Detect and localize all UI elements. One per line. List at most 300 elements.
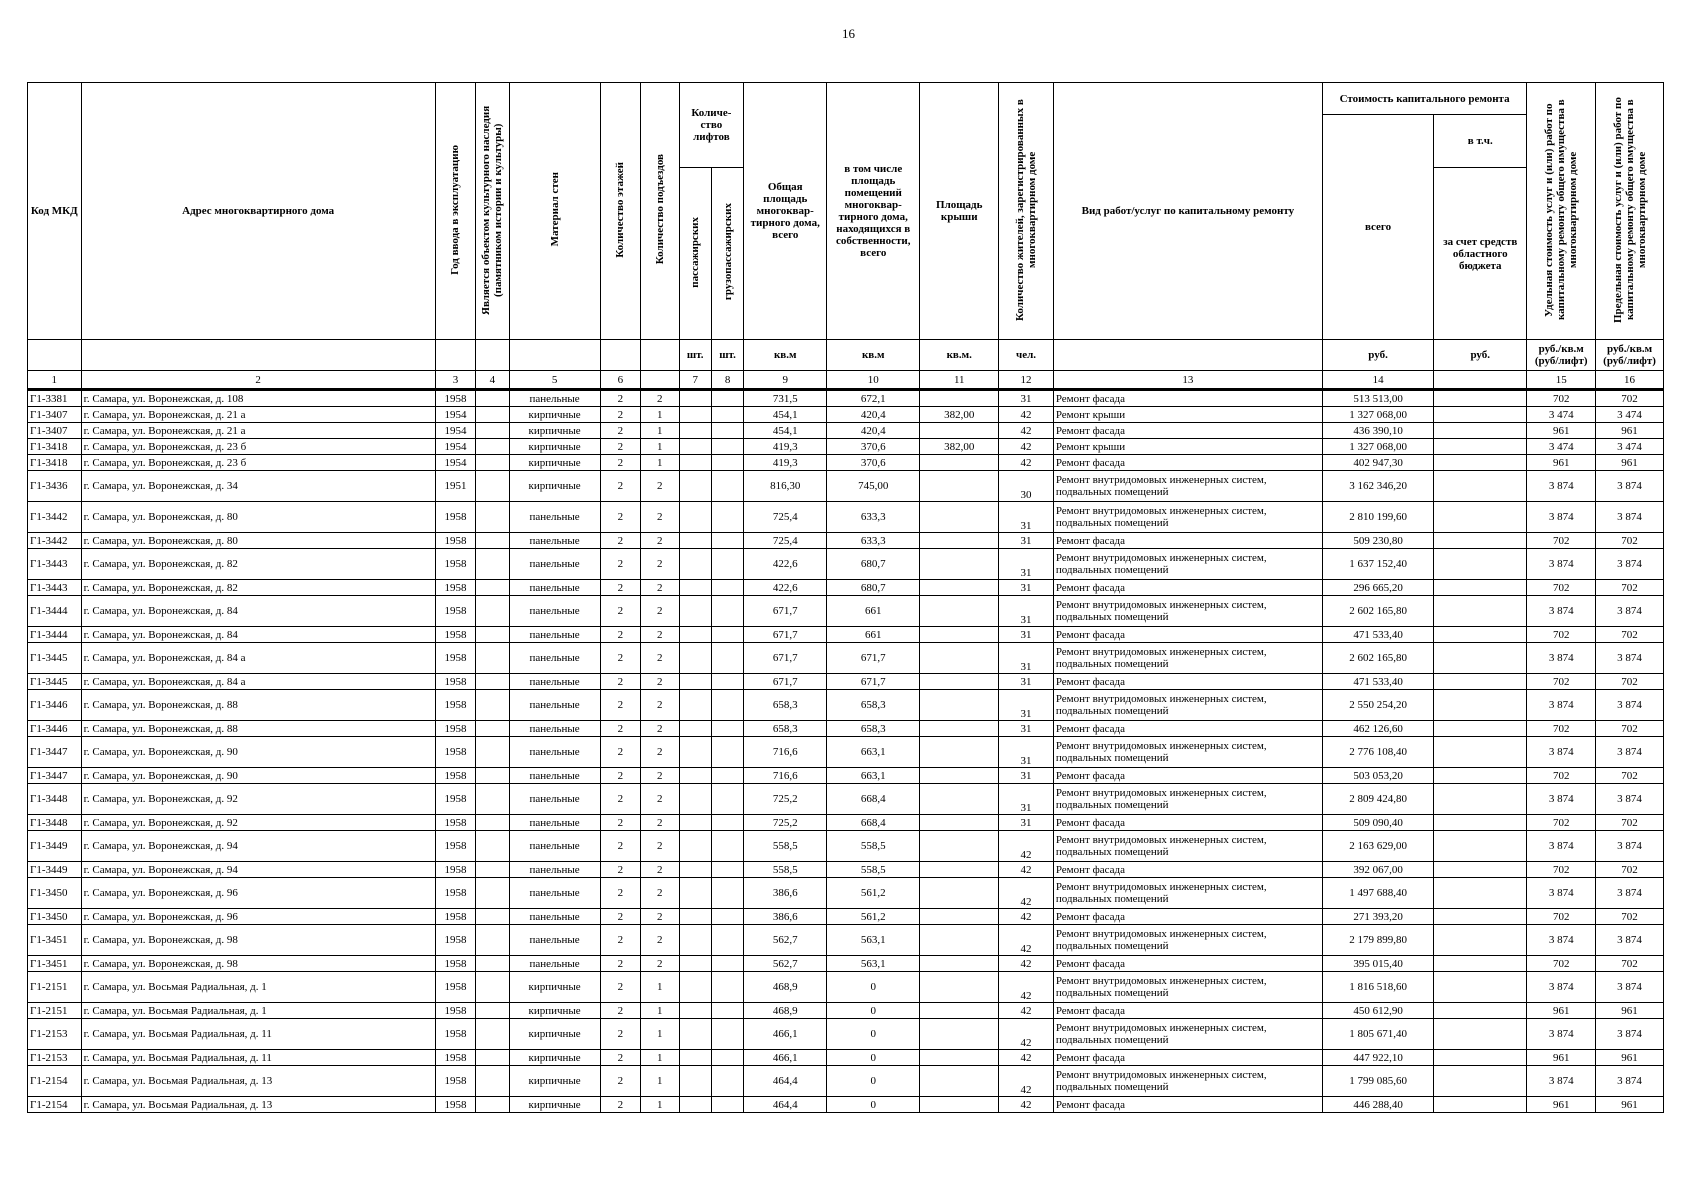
cell-code: Г1-3443 [28,580,82,596]
cell-unit-cost: 3 474 [1527,439,1596,455]
cell-material: кирпичные [509,1050,600,1066]
cell-floors: 2 [600,596,640,627]
cell-cost-regional [1434,580,1527,596]
cell-area-total: 562,7 [744,956,827,972]
cell-unit-cost: 3 874 [1527,596,1596,627]
cell-material: панельные [509,878,600,909]
cell-code: Г1-2154 [28,1066,82,1097]
header-lifts: Количе-ство лифтов [679,83,744,168]
cell-cost-total: 1 799 085,60 [1322,1066,1433,1097]
cell-code: Г1-3442 [28,533,82,549]
cell-unit-cost: 702 [1527,862,1596,878]
cell-year: 1958 [435,925,475,956]
cell-cost-regional [1434,596,1527,627]
cell-area-owned: 0 [827,972,920,1003]
column-number: 14 [1322,371,1433,390]
cell-lifts-cargo [711,471,743,502]
cell-unit-cost: 702 [1527,674,1596,690]
cell-area-total: 466,1 [744,1050,827,1066]
cell-floors: 2 [600,1003,640,1019]
cell-area-owned: 663,1 [827,737,920,768]
cell-code: Г1-3418 [28,455,82,471]
table-row [28,627,1664,643]
cell-max-cost: 3 474 [1596,407,1664,423]
cell-material: панельные [509,768,600,784]
cell-cost-total: 1 816 518,60 [1322,972,1433,1003]
cell-residents: 31 [999,390,1054,407]
cell-roof [920,423,999,439]
cell-lifts-pass [679,956,711,972]
column-number: 15 [1527,371,1596,390]
cell-lifts-pass [679,1050,711,1066]
cell-area-owned: 658,3 [827,690,920,721]
cell-material: панельные [509,533,600,549]
cell-work: Ремонт внутридомовых инженерных систем, подвальных помещений [1053,643,1322,674]
cell-work: Ремонт крыши [1053,439,1322,455]
cell-entrances: 1 [641,1097,679,1113]
cell-work: Ремонт внутридомовых инженерных систем, подвальных помещений [1053,1019,1322,1050]
cell-max-cost: 961 [1596,1050,1664,1066]
cell-roof [920,549,999,580]
cell-lifts-pass [679,1097,711,1113]
cell-max-cost: 3 874 [1596,643,1664,674]
cell-cost-regional [1434,878,1527,909]
unit-pcs: шт. [711,340,743,371]
cell-residents: 31 [999,580,1054,596]
cell-roof [920,815,999,831]
cell-residents: 31 [999,643,1054,674]
cell-lifts-cargo [711,909,743,925]
cell-year: 1954 [435,407,475,423]
column-number: 9 [744,371,827,390]
cell-lifts-cargo [711,407,743,423]
cell-area-owned: 370,6 [827,439,920,455]
cell-work: Ремонт внутридомовых инженерных систем, подвальных помещений [1053,502,1322,533]
cell-roof [920,768,999,784]
cell-residents: 42 [999,925,1054,956]
cell-unit-cost: 702 [1527,909,1596,925]
cell-area-owned: 0 [827,1097,920,1113]
cell-address: г. Самара, ул. Воронежская, д. 80 [81,502,435,533]
cell-area-owned: 680,7 [827,549,920,580]
cell-area-owned: 561,2 [827,909,920,925]
cell-material: кирпичные [509,407,600,423]
cell-area-owned: 563,1 [827,925,920,956]
cell-address: г. Самара, ул. Воронежская, д. 90 [81,768,435,784]
cell-code: Г1-3381 [28,390,82,407]
cell-roof [920,455,999,471]
cell-max-cost: 702 [1596,815,1664,831]
cell-cost-total: 296 665,20 [1322,580,1433,596]
cell-roof [920,831,999,862]
cell-entrances: 2 [641,390,679,407]
cell-floors: 2 [600,407,640,423]
cell-area-total: 816,30 [744,471,827,502]
column-number: 5 [509,371,600,390]
cell-residents: 31 [999,674,1054,690]
cell-entrances: 2 [641,533,679,549]
cell-lifts-pass [679,925,711,956]
cell-unit-cost: 3 874 [1527,878,1596,909]
cell-area-owned: 671,7 [827,643,920,674]
cell-lifts-pass [679,972,711,1003]
cell-unit-cost: 961 [1527,455,1596,471]
cell-cost-total: 2 550 254,20 [1322,690,1433,721]
cell-cost-regional [1434,768,1527,784]
cell-floors: 2 [600,1066,640,1097]
cell-year: 1958 [435,721,475,737]
cell-heritage [476,1019,509,1050]
cell-max-cost: 3 874 [1596,690,1664,721]
unit-sqm: кв.м. [920,340,999,371]
cell-cost-regional [1434,862,1527,878]
cell-cost-regional [1434,956,1527,972]
cell-area-owned: 558,5 [827,831,920,862]
cell-roof [920,580,999,596]
cell-address: г. Самара, ул. Воронежская, д. 84 [81,596,435,627]
cell-heritage [476,721,509,737]
cell-max-cost: 702 [1596,533,1664,549]
header-cost-incl: в т.ч. [1434,115,1527,168]
cell-heritage [476,956,509,972]
cell-address: г. Самара, ул. Восьмая Радиальная, д. 11 [81,1050,435,1066]
cell-code: Г1-3407 [28,423,82,439]
table-row [28,768,1664,784]
cell-work: Ремонт крыши [1053,407,1322,423]
cell-max-cost: 961 [1596,1003,1664,1019]
cell-code: Г1-3450 [28,909,82,925]
cell-address: г. Самара, ул. Восьмая Радиальная, д. 11 [81,1019,435,1050]
cell-lifts-pass [679,1019,711,1050]
cell-work: Ремонт фасада [1053,721,1322,737]
cell-lifts-cargo [711,737,743,768]
cell-floors: 2 [600,909,640,925]
cell-area-owned: 370,6 [827,455,920,471]
cell-material: кирпичные [509,1019,600,1050]
repair-table-wrapper [27,82,1664,1113]
cell-lifts-pass [679,502,711,533]
cell-cost-total: 1 805 671,40 [1322,1019,1433,1050]
cell-residents: 42 [999,1097,1054,1113]
header-year-cell [435,83,475,340]
cell-heritage [476,1097,509,1113]
capital-repair-table [27,82,1664,1113]
cell-code: Г1-2151 [28,1003,82,1019]
cell-cost-regional [1434,502,1527,533]
cell-unit-cost: 961 [1527,1050,1596,1066]
cell-roof [920,674,999,690]
cell-material: панельные [509,690,600,721]
header-material: Материал стен [548,172,561,247]
cell-year: 1958 [435,643,475,674]
cell-address: г. Самара, ул. Воронежская, д. 82 [81,580,435,596]
cell-roof [920,956,999,972]
cell-area-total: 468,9 [744,1003,827,1019]
cell-floors: 2 [600,737,640,768]
cell-year: 1954 [435,455,475,471]
cell-floors: 2 [600,721,640,737]
cell-lifts-pass [679,768,711,784]
cell-area-total: 725,2 [744,815,827,831]
unit-rub-sqm: руб./кв.м (руб/лифт) [1596,340,1664,371]
cell-cost-total: 2 776 108,40 [1322,737,1433,768]
cell-area-total: 468,9 [744,972,827,1003]
cell-cost-regional [1434,784,1527,815]
cell-floors: 2 [600,643,640,674]
cell-entrances: 1 [641,972,679,1003]
cell-cost-total: 2 602 165,80 [1322,596,1433,627]
cell-code: Г1-3447 [28,768,82,784]
cell-entrances: 2 [641,956,679,972]
cell-material: кирпичные [509,471,600,502]
cell-heritage [476,455,509,471]
cell-unit-cost: 702 [1527,815,1596,831]
table-row [28,455,1664,471]
cell-unit-cost: 3 874 [1527,690,1596,721]
header-work: Вид работ/услуг по капитальному ремонту [1053,83,1322,340]
table-row [28,390,1664,407]
table-row [28,1050,1664,1066]
cell-floors: 2 [600,533,640,549]
header-lifts-cargo: грузопассажирских [721,203,734,301]
cell-floors: 2 [600,423,640,439]
cell-max-cost: 3 874 [1596,502,1664,533]
cell-heritage [476,1066,509,1097]
cell-cost-total: 436 390,10 [1322,423,1433,439]
cell-unit-cost: 702 [1527,627,1596,643]
cell-lifts-pass [679,815,711,831]
header-residents-cell [999,83,1054,340]
cell-entrances: 2 [641,471,679,502]
table-row [28,533,1664,549]
cell-cost-total: 471 533,40 [1322,674,1433,690]
cell-lifts-pass [679,423,711,439]
cell-entrances: 1 [641,455,679,471]
cell-cost-total: 1 637 152,40 [1322,549,1433,580]
cell-area-owned: 668,4 [827,784,920,815]
cell-year: 1954 [435,423,475,439]
cell-lifts-cargo [711,1003,743,1019]
cell-area-owned: 633,3 [827,533,920,549]
cell-lifts-cargo [711,643,743,674]
cell-floors: 2 [600,502,640,533]
cell-heritage [476,909,509,925]
cell-floors: 2 [600,784,640,815]
cell-heritage [476,407,509,423]
cell-year: 1958 [435,1066,475,1097]
cell-heritage [476,643,509,674]
table-row [28,423,1664,439]
cell-material: кирпичные [509,1066,600,1097]
cell-cost-regional [1434,674,1527,690]
cell-material: кирпичные [509,1003,600,1019]
cell-area-owned: 633,3 [827,502,920,533]
cell-area-owned: 0 [827,1019,920,1050]
cell-residents: 31 [999,721,1054,737]
cell-address: г. Самара, ул. Воронежская, д. 94 [81,862,435,878]
cell-area-total: 716,6 [744,768,827,784]
cell-cost-total: 395 015,40 [1322,956,1433,972]
column-number [1434,371,1527,390]
cell-lifts-cargo [711,831,743,862]
cell-roof [920,1097,999,1113]
cell-roof [920,1066,999,1097]
cell-address: г. Самара, ул. Воронежская, д. 80 [81,533,435,549]
cell-cost-regional [1434,1050,1527,1066]
cell-work: Ремонт внутридомовых инженерных систем, подвальных помещений [1053,784,1322,815]
header-roof: Площадь крыши [920,83,999,340]
cell-area-owned: 668,4 [827,815,920,831]
cell-area-total: 386,6 [744,909,827,925]
cell-lifts-cargo [711,784,743,815]
cell-area-total: 671,7 [744,674,827,690]
cell-material: панельные [509,815,600,831]
header-floors: Количество этажей [614,161,627,258]
cell-lifts-pass [679,643,711,674]
cell-max-cost: 3 874 [1596,831,1664,862]
cell-cost-total: 471 533,40 [1322,627,1433,643]
cell-roof [920,471,999,502]
column-number: 7 [679,371,711,390]
cell-residents: 31 [999,768,1054,784]
cell-roof [920,878,999,909]
cell-residents: 42 [999,423,1054,439]
cell-material: панельные [509,862,600,878]
cell-material: кирпичные [509,423,600,439]
cell-area-total: 558,5 [744,862,827,878]
cell-lifts-cargo [711,502,743,533]
header-max-cost: Предельная стоимость услуг и (или) работ по капитальному ремонту общего имущества в многоквартирном доме [1611,96,1648,323]
cell-lifts-pass [679,721,711,737]
cell-cost-total: 503 053,20 [1322,768,1433,784]
cell-material: панельные [509,721,600,737]
cell-work: Ремонт фасада [1053,1050,1322,1066]
cell-work: Ремонт внутридомовых инженерных систем, подвальных помещений [1053,596,1322,627]
cell-area-total: 386,6 [744,878,827,909]
cell-work: Ремонт фасада [1053,815,1322,831]
cell-material: кирпичные [509,455,600,471]
cell-cost-regional [1434,815,1527,831]
cell-max-cost: 702 [1596,721,1664,737]
cell-unit-cost: 702 [1527,721,1596,737]
cell-unit-cost: 3 474 [1527,407,1596,423]
cell-residents: 42 [999,1066,1054,1097]
cell-unit-cost: 3 874 [1527,784,1596,815]
cell-cost-regional [1434,831,1527,862]
table-row [28,580,1664,596]
cell-address: г. Самара, ул. Воронежская, д. 96 [81,909,435,925]
cell-entrances: 2 [641,878,679,909]
cell-cost-regional [1434,1019,1527,1050]
cell-material: кирпичные [509,1097,600,1113]
cell-cost-total: 447 922,10 [1322,1050,1433,1066]
cell-heritage [476,596,509,627]
cell-cost-total: 513 513,00 [1322,390,1433,407]
header-entrances-cell [641,83,679,340]
cell-area-total: 731,5 [744,390,827,407]
cell-lifts-pass [679,1003,711,1019]
cell-residents: 42 [999,1019,1054,1050]
cell-floors: 2 [600,815,640,831]
header-cost-total: всего [1322,115,1433,340]
cell-max-cost: 3 874 [1596,1066,1664,1097]
cell-roof [920,502,999,533]
header-year: Год ввода в эксплуатацию [449,144,462,275]
cell-lifts-cargo [711,390,743,407]
cell-work: Ремонт внутридомовых инженерных систем, подвальных помещений [1053,878,1322,909]
cell-unit-cost: 3 874 [1527,972,1596,1003]
cell-cost-regional [1434,549,1527,580]
cell-floors: 2 [600,1050,640,1066]
cell-cost-regional [1434,690,1527,721]
cell-heritage [476,784,509,815]
units-row [28,340,1664,371]
header-heritage: Является объектом культурного наследия (памятником истории и культуры) [480,104,505,315]
column-number: 4 [476,371,509,390]
cell-area-owned: 658,3 [827,721,920,737]
cell-roof [920,784,999,815]
cell-floors: 2 [600,390,640,407]
cell-area-total: 419,3 [744,439,827,455]
cell-floors: 2 [600,862,640,878]
cell-work: Ремонт фасада [1053,390,1322,407]
cell-material: панельные [509,502,600,533]
cell-lifts-cargo [711,815,743,831]
cell-floors: 2 [600,1097,640,1113]
cell-address: г. Самара, ул. Восьмая Радиальная, д. 13 [81,1097,435,1113]
table-row [28,878,1664,909]
cell-cost-total: 402 947,30 [1322,455,1433,471]
cell-material: панельные [509,925,600,956]
cell-cost-total: 1 497 688,40 [1322,878,1433,909]
cell-cost-regional [1434,1066,1527,1097]
cell-unit-cost: 961 [1527,423,1596,439]
cell-residents: 31 [999,533,1054,549]
cell-cost-total: 446 288,40 [1322,1097,1433,1113]
cell-code: Г1-3451 [28,956,82,972]
cell-area-owned: 0 [827,1066,920,1097]
header-unit-cost-cell [1527,83,1596,340]
cell-lifts-cargo [711,423,743,439]
cell-heritage [476,815,509,831]
cell-unit-cost: 3 874 [1527,831,1596,862]
cell-lifts-pass [679,580,711,596]
cell-year: 1958 [435,909,475,925]
cell-code: Г1-3451 [28,925,82,956]
cell-area-total: 454,1 [744,407,827,423]
table-row [28,1066,1664,1097]
cell-entrances: 1 [641,1003,679,1019]
cell-entrances: 2 [641,596,679,627]
cell-material: панельные [509,549,600,580]
cell-entrances: 1 [641,1050,679,1066]
cell-roof [920,721,999,737]
cell-entrances: 1 [641,407,679,423]
cell-entrances: 2 [641,831,679,862]
cell-cost-total: 509 230,80 [1322,533,1433,549]
table-row [28,972,1664,1003]
cell-area-owned: 420,4 [827,407,920,423]
cell-work: Ремонт внутридомовых инженерных систем, подвальных помещений [1053,1066,1322,1097]
cell-address: г. Самара, ул. Воронежская, д. 21 а [81,407,435,423]
cell-lifts-pass [679,909,711,925]
cell-max-cost: 702 [1596,674,1664,690]
cell-lifts-cargo [711,768,743,784]
unit-pcs: шт. [679,340,711,371]
cell-entrances: 2 [641,784,679,815]
cell-year: 1958 [435,1097,475,1113]
cell-roof [920,862,999,878]
